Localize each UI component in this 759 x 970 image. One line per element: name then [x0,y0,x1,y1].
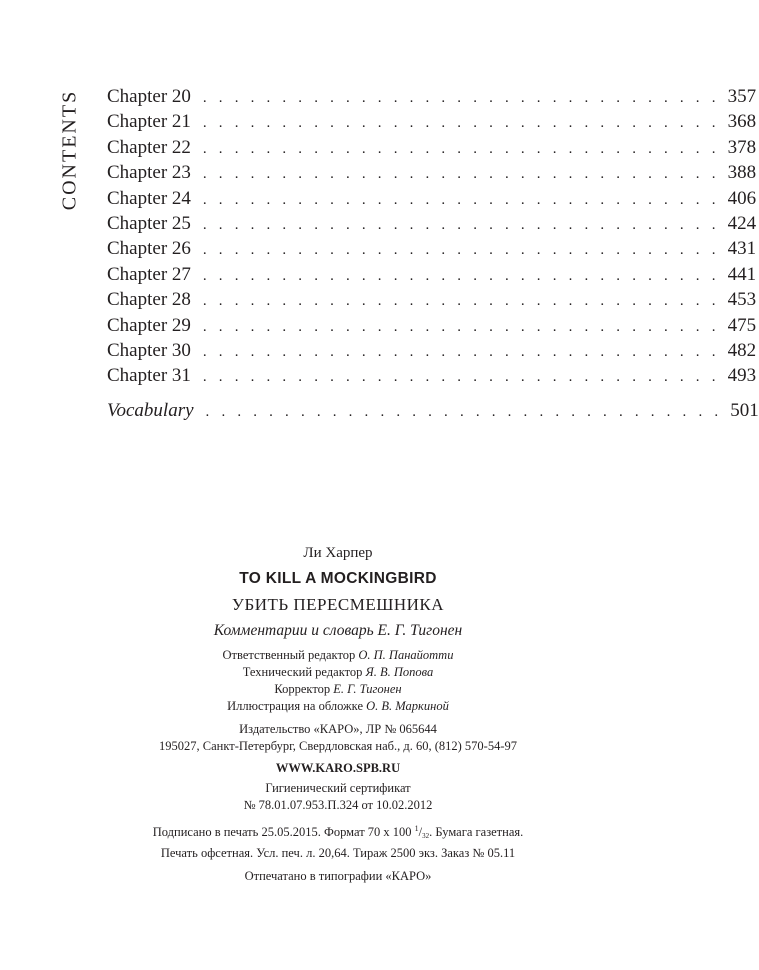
publisher-info [0,721,676,755]
toc-entry-title: Chapter 27 [107,263,191,285]
toc-leader-dots: . . . . . . . . . . . . . . . . . . . . . . . . . . . . . . . . . [202,115,720,132]
commentary-credit: Комментарии и словарь Е. Г. Тигонен [213,622,463,639]
toc-entry-page: 482 [727,339,757,361]
credit-name: Я. В. Попова [365,665,434,679]
toc-entry-title: Vocabulary [107,399,194,421]
publisher-website: WWW.KARO.SPB.RU [275,761,401,775]
toc-entry-title: Chapter 20 [107,86,191,107]
editorial-credits [0,647,676,715]
imprint-block [0,545,676,885]
proofreader-credit [0,681,676,698]
editor-credit [0,647,676,664]
toc-leader-dots: . . . . . . . . . . . . . . . . . . . . . . . . . . . . . . . . . [202,267,720,284]
book-title-en: TO KILL A MOCKINGBIRD [239,570,437,587]
certificate-label: Гигиенический сертификат [265,781,411,795]
credit-label: Корректор [274,682,331,696]
credit-label: Иллюстрация на обложке [227,699,363,713]
toc-entry-title: Chapter 31 [107,365,191,387]
print-details [0,820,676,862]
toc-leader-dots: . . . . . . . . . . . . . . . . . . . . . . . . . . . . . . . . . [202,242,720,259]
toc-leader-dots: . . . . . . . . . . . . . . . . . . . . . . . . . . . . . . . . . [205,403,723,420]
toc-entry-page: 368 [727,111,757,133]
toc-leader-dots: . . . . . . . . . . . . . . . . . . . . . . . . . . . . . . . . . [202,216,720,233]
toc-leader-dots: . . . . . . . . . . . . . . . . . . . . . . . . . . . . . . . . . [202,318,720,335]
toc-entry-page: 475 [727,314,757,336]
toc-entry [107,263,757,289]
toc-entry-title: Chapter 25 [107,212,191,234]
publisher-line: Издательство «КАРО», ЛР № 065644 [239,722,437,736]
toc-entry-page: 388 [727,162,757,184]
toc-leader-dots: . . . . . . . . . . . . . . . . . . . . . . . . . . . . . . . . . [202,369,720,386]
toc-entry [107,86,757,111]
cover-credit [0,698,676,715]
credit-name: О. В. Маркиной [366,699,449,713]
toc-entry-page: 453 [727,289,757,311]
toc-entry-page: 378 [727,136,757,158]
contents-side-label [55,88,85,212]
toc-entry-title: Chapter 21 [107,111,191,133]
toc-entry [107,339,757,365]
toc-entry [107,136,757,162]
toc-entry [107,162,757,187]
author-name: Ли Харпер [303,545,373,561]
toc-entry [107,111,757,136]
toc-entry [107,365,757,390]
toc-entry-title: Chapter 29 [107,314,191,336]
signed-suffix: . Бумага газетная. [429,825,524,839]
toc-entry-page: 493 [727,365,757,387]
toc-entry [107,238,757,263]
printed-at: Отпечатано в типографии «КАРО» [244,869,432,883]
book-title-ru: УБИТЬ ПЕРЕСМЕШНИКА [231,595,445,614]
toc-entry-page: 441 [727,263,757,285]
credit-label: Технический редактор [242,665,363,679]
toc-leader-dots: . . . . . . . . . . . . . . . . . . . . . . . . . . . . . . . . . [202,140,720,157]
signed-prefix: Подписано в печать 25.05.2015. Формат 70 x 100 [152,825,412,839]
toc-leader-dots: . . . . . . . . . . . . . . . . . . . . . . . . . . . . . . . . . [202,191,720,208]
print-line: Печать офсетная. Усл. печ. л. 20,64. Тираж 2500 экз. Заказ № 05.11 [160,846,516,860]
toc-entry-title: Chapter 22 [107,136,191,158]
toc-entry-page: 431 [727,238,757,260]
toc-entry [107,314,757,340]
toc-entry-page: 357 [727,86,757,107]
toc-entry-title: Chapter 30 [107,339,191,361]
toc-entry-title: Chapter 26 [107,238,191,260]
toc-entry-vocabulary [107,399,759,425]
contents-label-text: CONTENTS [58,89,81,211]
toc-entry-title: Chapter 24 [107,187,191,209]
table-of-contents [107,86,759,425]
toc-entry [107,187,757,213]
toc-entry [107,289,757,314]
toc-leader-dots: . . . . . . . . . . . . . . . . . . . . . . . . . . . . . . . . . [202,343,720,360]
credit-label: Ответственный редактор [222,648,356,662]
certificate-number: № 78.01.07.953.П.324 от 10.02.2012 [243,798,433,812]
toc-leader-dots: . . . . . . . . . . . . . . . . . . . . . . . . . . . . . . . . . [202,166,720,183]
toc-entry-title: Chapter 23 [107,162,191,184]
signed-line: Подписано в печать 25.05.2015. Формат 70 x 100 $^1/_{32}$. Бумага газетная. [152,824,524,840]
toc-leader-dots: . . . . . . . . . . . . . . . . . . . . . . . . . . . . . . . . . [202,90,720,106]
certificate-info [0,780,676,814]
toc-entry-page: 406 [727,187,757,209]
toc-entry [107,212,757,238]
toc-entry-page: 501 [730,399,759,421]
credit-name: Е. Г. Тигонен [333,682,402,696]
publisher-address: 195027, Санкт-Петербург, Свердловская наб., д. 60, (812) 570-54-97 [159,739,517,753]
credit-name: О. П. Панайотти [358,648,454,662]
format-denominator: 32 [422,832,430,840]
toc-leader-dots: . . . . . . . . . . . . . . . . . . . . . . . . . . . . . . . . . [202,293,720,310]
toc-entry-page: 424 [727,212,757,234]
format-numerator: 1 [414,824,419,833]
tech-editor-credit [0,664,676,681]
toc-entry-title: Chapter 28 [107,289,191,311]
